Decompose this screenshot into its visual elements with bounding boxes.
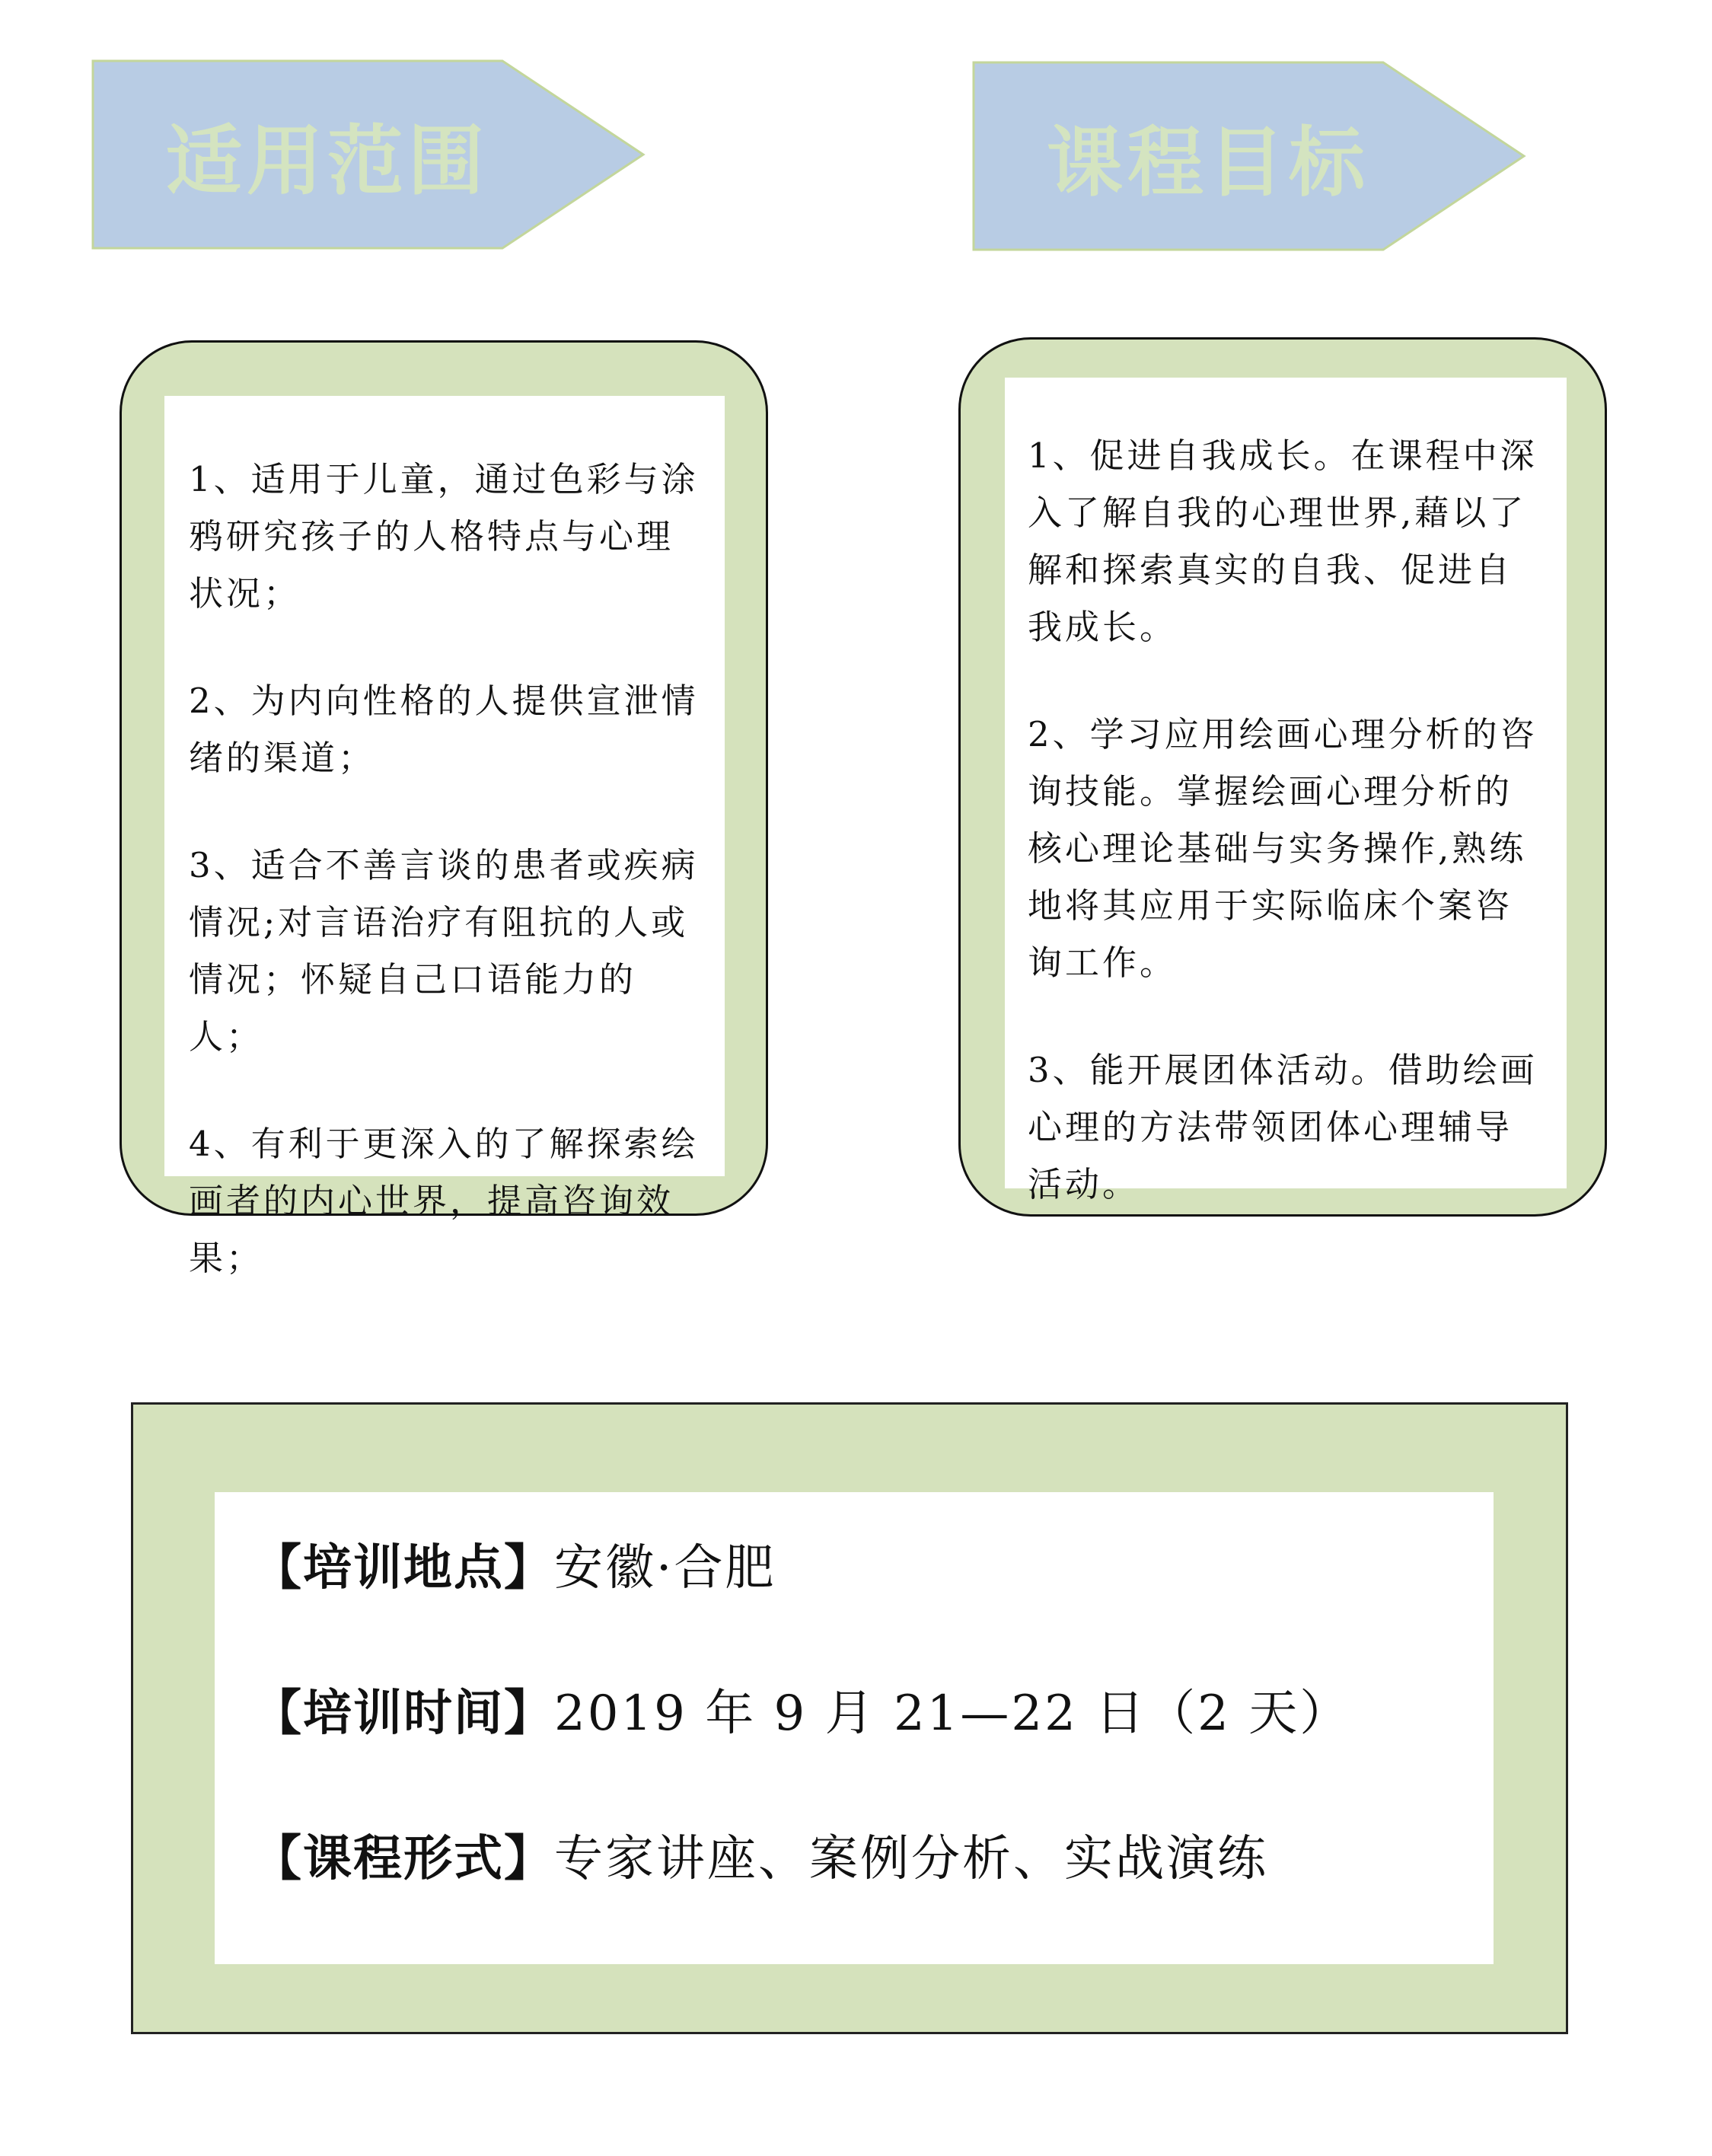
goals-item: 2、学习应用绘画心理分析的咨询技能。掌握绘画心理分析的核心理论基础与实务操作,熟练地将其应用于实际临床个案咨询工作。 [1028, 714, 1538, 983]
training-time-value: 2019 年 9 月 21—22 日（2 天） [554, 1686, 1351, 1742]
scope-title: 适用范围 [166, 116, 489, 206]
goals-title: 课程目标 [1047, 118, 1369, 207]
goals-item: 1、促进自我成长。在课程中深入了解自我的心理世界,藉以了解和探索真实的自我、促进自我成长。 [1028, 435, 1538, 647]
goals-item: 3、能开展团体活动。借助绘画心理的方法带领团体心理辅导活动。 [1028, 1050, 1538, 1204]
scope-item: 3、适合不善言谈的患者或疾病情况;对言语治疗有阻抗的人或情况；怀疑自己口语能力的人； [189, 845, 699, 1057]
goals-arrow-banner [972, 61, 1528, 251]
course-format-value: 专家讲座、案例分析、实战演练 [554, 1831, 1268, 1887]
course-format-row [253, 1823, 1494, 1895]
goals-card-content [1005, 378, 1567, 1204]
scope-card-content [164, 396, 725, 1278]
training-time-row [253, 1677, 1494, 1749]
training-info-box [131, 1402, 1568, 2034]
training-time-label: 【培训时间】 [253, 1685, 554, 1742]
scope-item: 2、为内向性格的人提供宣泄情绪的渠道； [189, 681, 699, 778]
scope-arrow-banner [91, 59, 647, 250]
scope-item: 4、有利于更深入的了解探索绘画者的内心世界，提高咨询效果； [189, 1124, 699, 1278]
scope-card [120, 340, 768, 1278]
training-info-content [215, 1492, 1494, 1964]
scope-item: 1、适用于儿童，通过色彩与涂鸦研究孩子的人格特点与心理状况； [189, 459, 699, 614]
training-location-value: 安徽·合肥 [554, 1540, 776, 1596]
training-location-label: 【培训地点】 [253, 1539, 554, 1596]
goals-card [958, 337, 1607, 1217]
training-location-row [253, 1532, 1494, 1604]
course-format-label: 【课程形式】 [253, 1830, 554, 1887]
